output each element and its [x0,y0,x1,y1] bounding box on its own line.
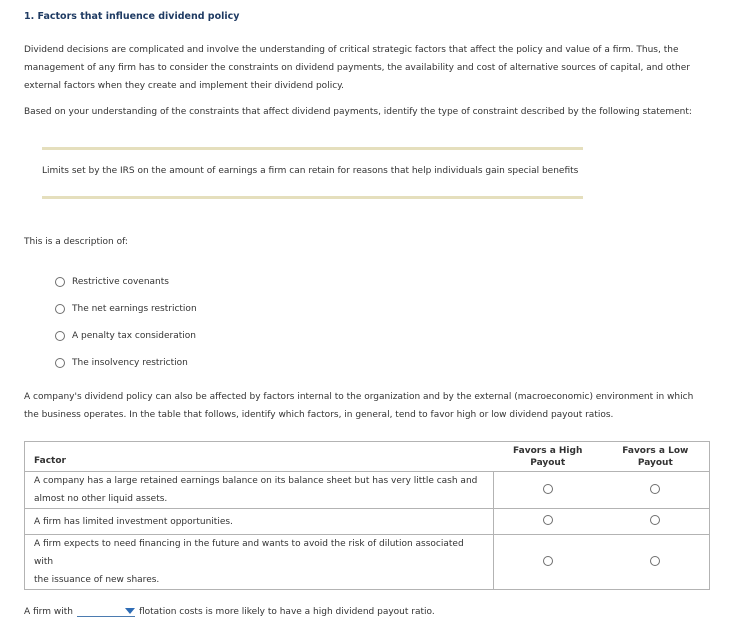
radio-button[interactable] [55,331,65,341]
question-prompt: Based on your understanding of the constraints that affect dividend payments, identify the type of constraint described by the following statement: [24,107,692,117]
constraint-options [55,268,197,376]
option-label: A penalty tax consideration [72,330,196,341]
header-favors-high-line1: Favors a High [513,446,583,456]
flotation-sentence [24,606,435,617]
intro-line: Dividend decisions are complicated and involve the understanding of critical strategic factors that affect the policy and value of a firm. Thus, the [24,45,679,55]
flotation-dropdown[interactable] [77,606,135,617]
description-label: This is a description of: [24,237,128,247]
option-restrictive-covenants[interactable] [55,268,197,295]
table-row [25,509,710,535]
favors-high-cell [494,535,602,590]
dropdown-arrow-icon[interactable] [125,608,135,614]
favors-low-cell [602,509,710,535]
favors-high-radio[interactable] [543,484,553,494]
factors-table [24,441,710,590]
favors-low-radio[interactable] [650,515,660,525]
factor-text-line: almost no other liquid assets. [34,494,168,504]
question-title: 1. Factors that influence dividend policy [24,11,240,22]
favors-low-radio[interactable] [650,484,660,494]
header-factor: Factor [34,456,66,466]
header-favors-high [494,442,602,472]
option-label: The net earnings restriction [72,303,197,314]
factor-text-line: A firm has limited investment opportunities. [34,516,233,527]
statement-bottom-divider [42,196,583,199]
statement-top-divider [42,147,583,150]
table-row [25,472,710,509]
favors-low-radio[interactable] [650,556,660,566]
table-header-row [25,442,710,472]
factor-text-line: A company has a large retained earnings balance on its balance sheet but has very little cash and [34,476,478,486]
favors-high-radio[interactable] [543,556,553,566]
option-penalty-tax-consideration[interactable] [55,322,197,349]
table-row [25,535,710,590]
factor-cell [25,535,494,590]
factor-text-line: the issuance of new shares. [34,575,160,585]
constraint-statement: Limits set by the IRS on the amount of earnings a firm can retain for reasons that help individuals gain special benefits [42,166,579,176]
header-favors-high-line2: Payout [530,458,566,468]
header-favors-low [602,442,710,472]
favors-high-radio[interactable] [543,515,553,525]
favors-low-cell [602,472,710,509]
option-insolvency-restriction[interactable] [55,349,197,376]
favors-high-cell [494,472,602,509]
intro-line: external factors when they create and implement their dividend policy. [24,81,345,91]
option-net-earnings-restriction[interactable] [55,295,197,322]
option-label: Restrictive covenants [72,276,169,287]
factor-cell [25,472,494,509]
header-favors-low-line2: Payout [637,458,673,468]
favors-high-cell [494,509,602,535]
intro-paragraph [24,41,704,95]
factors-paragraph-line: the business operates. In the table that follows, identify which factors, in general, tend to favor high or low dividend payout ratios. [24,410,614,420]
flotation-suffix: flotation costs is more likely to have a high dividend payout ratio. [138,606,435,617]
intro-line: management of any firm has to consider the constraints on dividend payments, the availability and cost of alternative sources of capital, and other [24,63,690,73]
radio-button[interactable] [55,304,65,314]
flotation-prefix: A firm with [24,606,73,617]
radio-button[interactable] [55,358,65,368]
radio-button[interactable] [55,277,65,287]
factors-paragraph-line: A company's dividend policy can also be affected by factors internal to the organization and by the external (macroeconomic) environment in which [24,392,694,402]
factors-paragraph [24,388,714,424]
favors-low-cell [602,535,710,590]
option-label: The insolvency restriction [72,357,188,368]
factor-cell [25,509,494,535]
header-favors-low-line1: Favors a Low [622,446,689,456]
factor-text-line: A firm expects to need financing in the future and wants to avoid the risk of dilution associated with [34,539,464,567]
